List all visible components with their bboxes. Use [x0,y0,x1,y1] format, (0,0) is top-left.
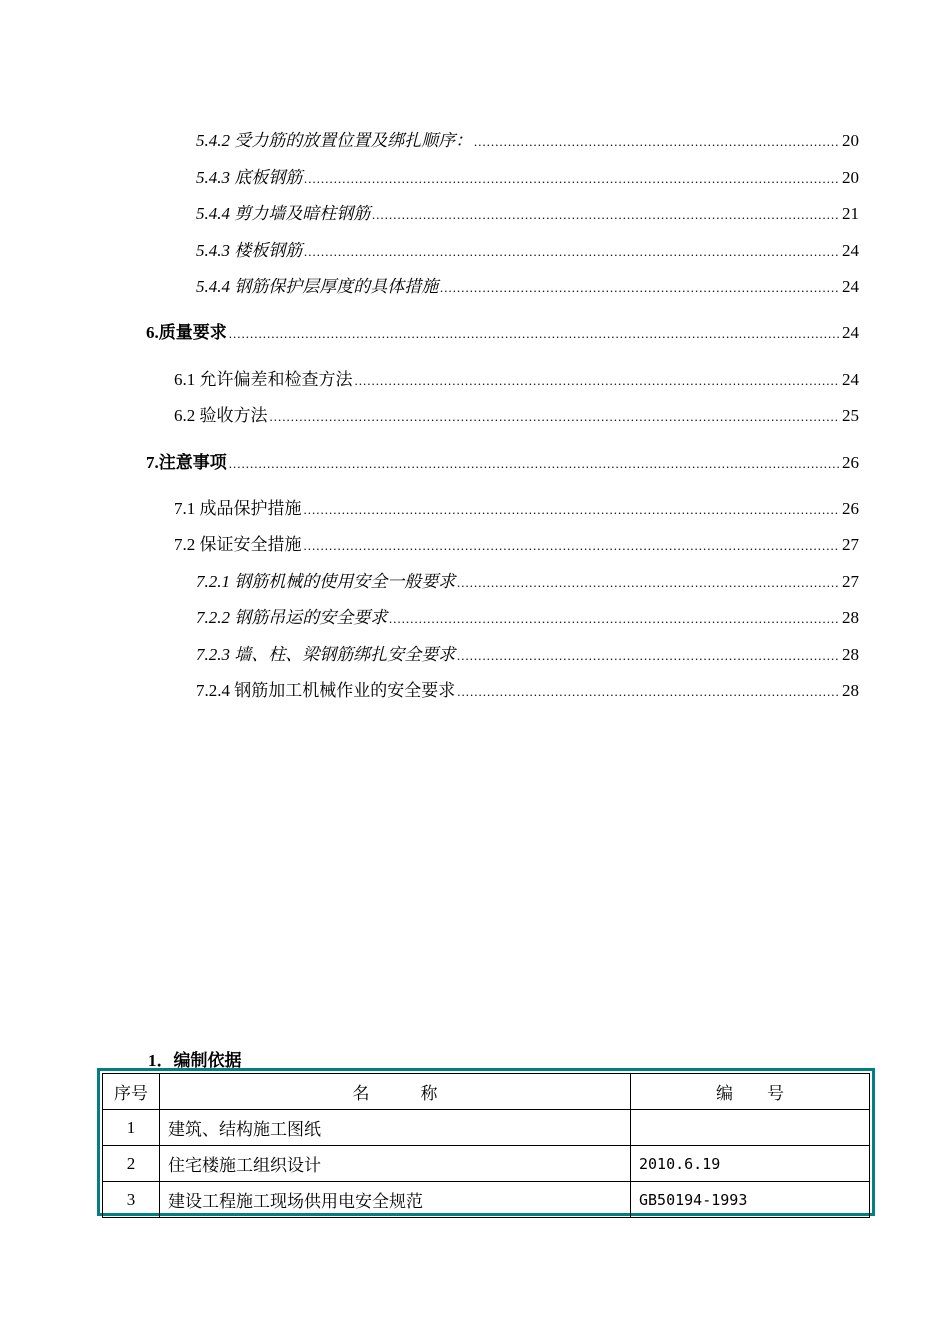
toc-entry-5-4-2[interactable] [196,126,859,148]
toc-entry-7-2-3[interactable] [196,640,859,662]
toc-page-number: 28 [842,645,859,664]
toc-entry-title: 7.2.4 钢筋加工机械作业的安全要求 [196,681,456,700]
table-row [103,1146,870,1182]
table-row [103,1110,870,1146]
toc-leader [270,409,841,425]
cell-name: 建设工程施工现场供用电安全规范 [160,1182,631,1218]
cell-index: 3 [103,1182,160,1218]
toc-leader [457,575,840,591]
cell-index: 1 [103,1110,160,1146]
toc-entry-7-2-2[interactable] [196,603,859,625]
table-row [103,1182,870,1218]
toc-entry-title: 5.4.3 底板钢筋 [196,168,303,187]
toc-leader [440,280,840,296]
toc-entry-7-1[interactable] [174,494,859,516]
toc-entry-5-4-3b[interactable] [196,236,859,258]
toc-page-number: 26 [842,499,859,518]
toc-entry-5-4-4[interactable] [196,199,859,221]
header-code: 编 号 [631,1074,870,1110]
cell-name: 建筑、结构施工图纸 [160,1110,631,1146]
toc-entry-7-2-4[interactable] [196,676,859,698]
toc-page-number: 21 [842,204,859,223]
toc-entry-title: 6.2 验收方法 [174,406,268,425]
toc-leader [304,244,840,260]
toc-leader [474,134,840,150]
toc-entry-title: 6.质量要求 [146,323,227,342]
toc-entry-title: 5.4.4 剪力墙及暗柱钢筋 [196,204,371,223]
toc-page-number: 28 [842,608,859,627]
toc-entry-title: 7.1 成品保护措施 [174,499,302,518]
toc-entry-title: 5.4.4 钢筋保护层厚度的具体措施 [196,277,439,296]
toc-page-number: 24 [842,370,859,389]
cell-index: 2 [103,1146,160,1182]
toc-leader [229,326,840,342]
basis-table [102,1073,870,1218]
toc-page-number: 25 [842,406,859,425]
toc-page-number: 20 [842,168,859,187]
toc-leader [389,611,840,627]
toc-entry-6[interactable] [146,318,859,340]
toc-entry-title: 7.注意事项 [146,453,227,472]
toc-leader [304,171,840,187]
toc-entry-5-4-3[interactable] [196,163,859,185]
cell-name: 住宅楼施工组织设计 [160,1146,631,1182]
toc-page-number: 27 [842,572,859,591]
toc-page-number: 27 [842,535,859,554]
toc-entry-title: 7.2.1 钢筋机械的使用安全一般要求 [196,572,456,591]
header-name: 名 称 [160,1074,631,1110]
toc-leader [457,684,840,700]
toc-entry-title: 5.4.2 受力筋的放置位置及绑扎顺序： [196,131,473,150]
toc-entry-title: 7.2.2 钢筋吊运的安全要求 [196,608,388,627]
table-header-row [103,1074,870,1110]
toc-entry-title: 5.4.3 楼板钢筋 [196,241,303,260]
cell-code: GB50194-1993 [631,1182,870,1218]
toc-entry-title: 7.2 保证安全措施 [174,535,302,554]
toc-entry-7-2[interactable] [174,530,859,552]
toc-leader [304,538,841,554]
toc-leader [457,648,840,664]
basis-table-frame [97,1068,875,1216]
toc-entry-6-1[interactable] [174,365,859,387]
toc-entry-6-2[interactable] [174,401,859,423]
cell-code: 2010.6.19 [631,1146,870,1182]
toc-page-number: 26 [842,453,859,472]
toc-page-number: 24 [842,277,859,296]
toc-page-number: 28 [842,681,859,700]
toc-leader [372,207,840,223]
toc-leader [355,373,841,389]
toc-entry-title: 7.2.3 墙、柱、梁钢筋绑扎安全要求 [196,645,456,664]
toc-entry-7-2-1[interactable] [196,567,859,589]
toc-entry-5-4-4b[interactable] [196,272,859,294]
header-index: 序号 [103,1074,160,1110]
toc-entry-title: 6.1 允许偏差和检查方法 [174,370,353,389]
section-heading: 1．编制依据 [148,1051,242,1070]
toc-leader [304,502,841,518]
cell-code [631,1110,870,1146]
toc-entry-7[interactable] [146,448,859,470]
toc-leader [229,456,840,472]
toc-page-number: 24 [842,323,859,342]
toc-page-number: 24 [842,241,859,260]
toc-page-number: 20 [842,131,859,150]
